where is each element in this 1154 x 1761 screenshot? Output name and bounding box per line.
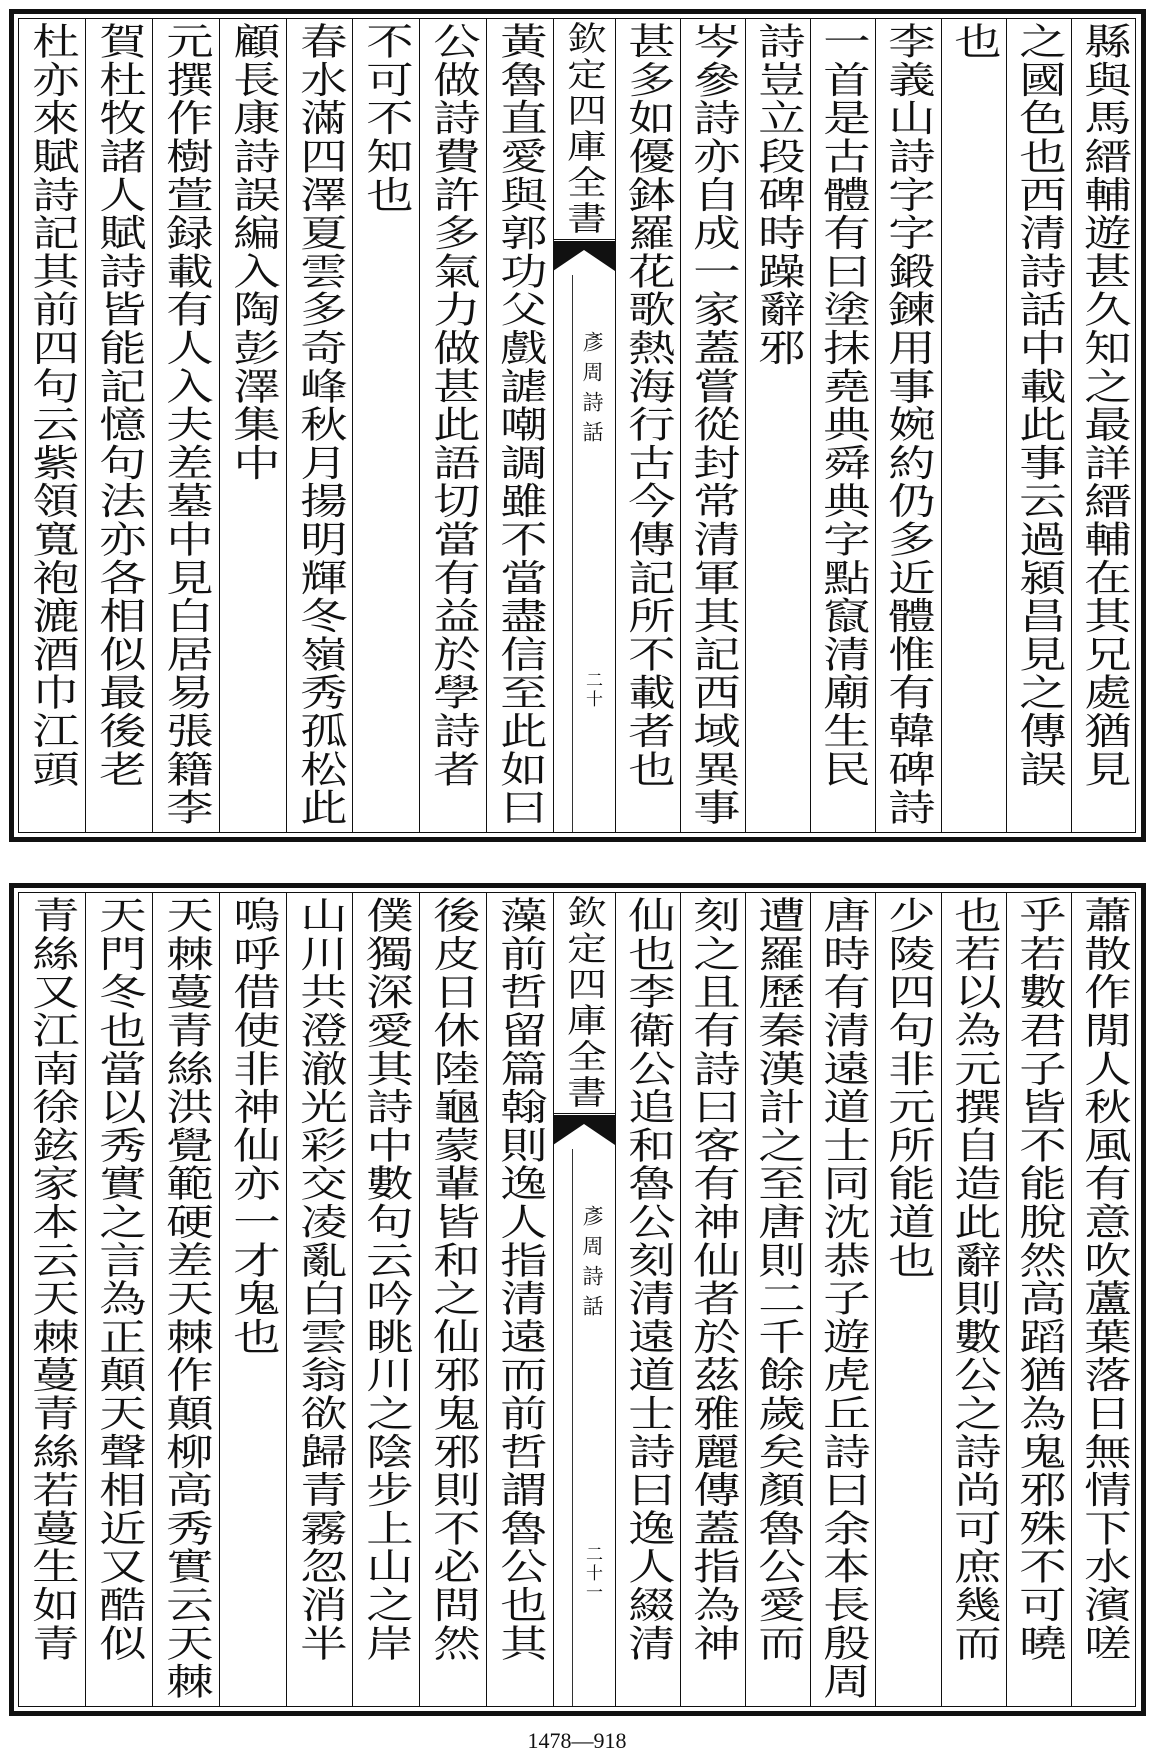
text-column: 之國色也西清詩話中載此事云過潁昌見之傳誤 xyxy=(1010,22,1067,788)
text-column: 遭羅歷秦漢計之至唐則二千餘歲矣顏魯公愛而 xyxy=(749,896,806,1662)
text-column: 後皮日休陸龜蒙輩皆和之仙邪鬼邪則不必問然 xyxy=(424,896,481,1662)
text-column: 杜亦來賦詩記其前四句云紫領寬袍漉酒巾江頭 xyxy=(23,22,80,788)
text-column: 蕭散作閒人秋風有意吹蘆葉落日無情下水濱嗟 xyxy=(1075,896,1132,1662)
text-column: 乎若數君子皆不能脫然高蹈猶為鬼邪殊不可曉 xyxy=(1010,896,1067,1662)
text-column: 仙也李衛公追和魯公刻清遠道士詩曰逸人綴清 xyxy=(619,896,676,1662)
text-column: 刻之且有詩曰客有神仙者於茲雅麗傳蓋指為神 xyxy=(684,896,741,1662)
text-column: 顧長康詩誤編入陶彭澤集中 xyxy=(224,22,281,482)
text-column: 青絲又江南徐鉉家本云天棘蔓青絲若蔓生如青 xyxy=(23,896,80,1662)
half-page-top xyxy=(0,9,1154,842)
text-column: 詩豈立段碑時躁辭邪 xyxy=(749,22,806,367)
text-column: 不可不知也 xyxy=(357,22,414,214)
text-column: 春水滿四澤夏雲多奇峰秋月揚明輝冬嶺秀孤松此 xyxy=(291,22,348,827)
text-column: 天門冬也當以秀實之言為正顛天聲相近又酷似 xyxy=(90,896,147,1662)
footer-page-code: 1478—918 xyxy=(527,1728,627,1753)
text-column: 也若以為元撰自造此辭則數公之詩尚可庶幾而 xyxy=(945,896,1002,1662)
center-strip-inner-line xyxy=(572,275,573,832)
page-number: 二十一 xyxy=(582,1545,602,1602)
text-column: 嗚呼借使非神仙亦一才鬼也 xyxy=(224,896,281,1356)
text-column: 甚多如優鉢羅花歌熱海行古今傳記所不載者也 xyxy=(619,22,676,788)
work-title: 彥周詩話 xyxy=(580,1205,604,1325)
text-column: 天棘蔓青絲洪覺範硬差天棘作顛柳高秀實云天棘 xyxy=(157,896,214,1701)
text-column: 賀杜牧諸人賦詩皆能記憶句法亦各相似最後老 xyxy=(90,22,147,788)
page-number: 二十 xyxy=(582,671,602,709)
center-strip-inner-line xyxy=(572,1149,573,1706)
text-column: 李義山詩字字鍛鍊用事婉約仍多近體惟有韓碑詩 xyxy=(879,22,936,827)
work-title: 彥周詩話 xyxy=(580,331,604,451)
text-column: 元撰作樹萱録載有人入夫差墓中見白居易張籍李 xyxy=(157,22,214,827)
text-column: 岑參詩亦自成一家蓋嘗從封常清軍其記西域異事 xyxy=(684,22,741,827)
text-column: 公做詩費許多氣力做甚此語切當有益於學詩者 xyxy=(424,22,481,788)
text-column: 也 xyxy=(945,22,1002,61)
book-title: 欽定四庫全書 xyxy=(561,21,608,237)
text-column: 縣與馬縉輔遊甚久知之最詳縉輔在其兄處猶見 xyxy=(1075,22,1132,788)
text-column: 一首是古體有曰塗抹堯典舜典字點竄清廟生民 xyxy=(814,22,871,788)
book-title: 欽定四庫全書 xyxy=(561,895,608,1111)
text-column: 山川共澄澈光彩交凌亂白雲翁欲歸青霧忽消半 xyxy=(291,896,348,1662)
text-column: 少陵四句非元所能道也 xyxy=(879,896,936,1279)
text-column: 唐時有清遠道士同沈恭子遊虎丘詩曰余本長殷周 xyxy=(814,896,871,1701)
text-column: 僕獨深愛其詩中數句云吟眺川之陰步上山之岸 xyxy=(357,896,414,1662)
text-column: 黃魯直愛與郭功父戲謔嘲調雖不當盡信至此如曰 xyxy=(491,22,548,827)
text-column: 藻前哲留篇翰則逸人指清遠而前哲謂魯公也其 xyxy=(491,896,548,1662)
half-page-bottom xyxy=(0,883,1154,1716)
